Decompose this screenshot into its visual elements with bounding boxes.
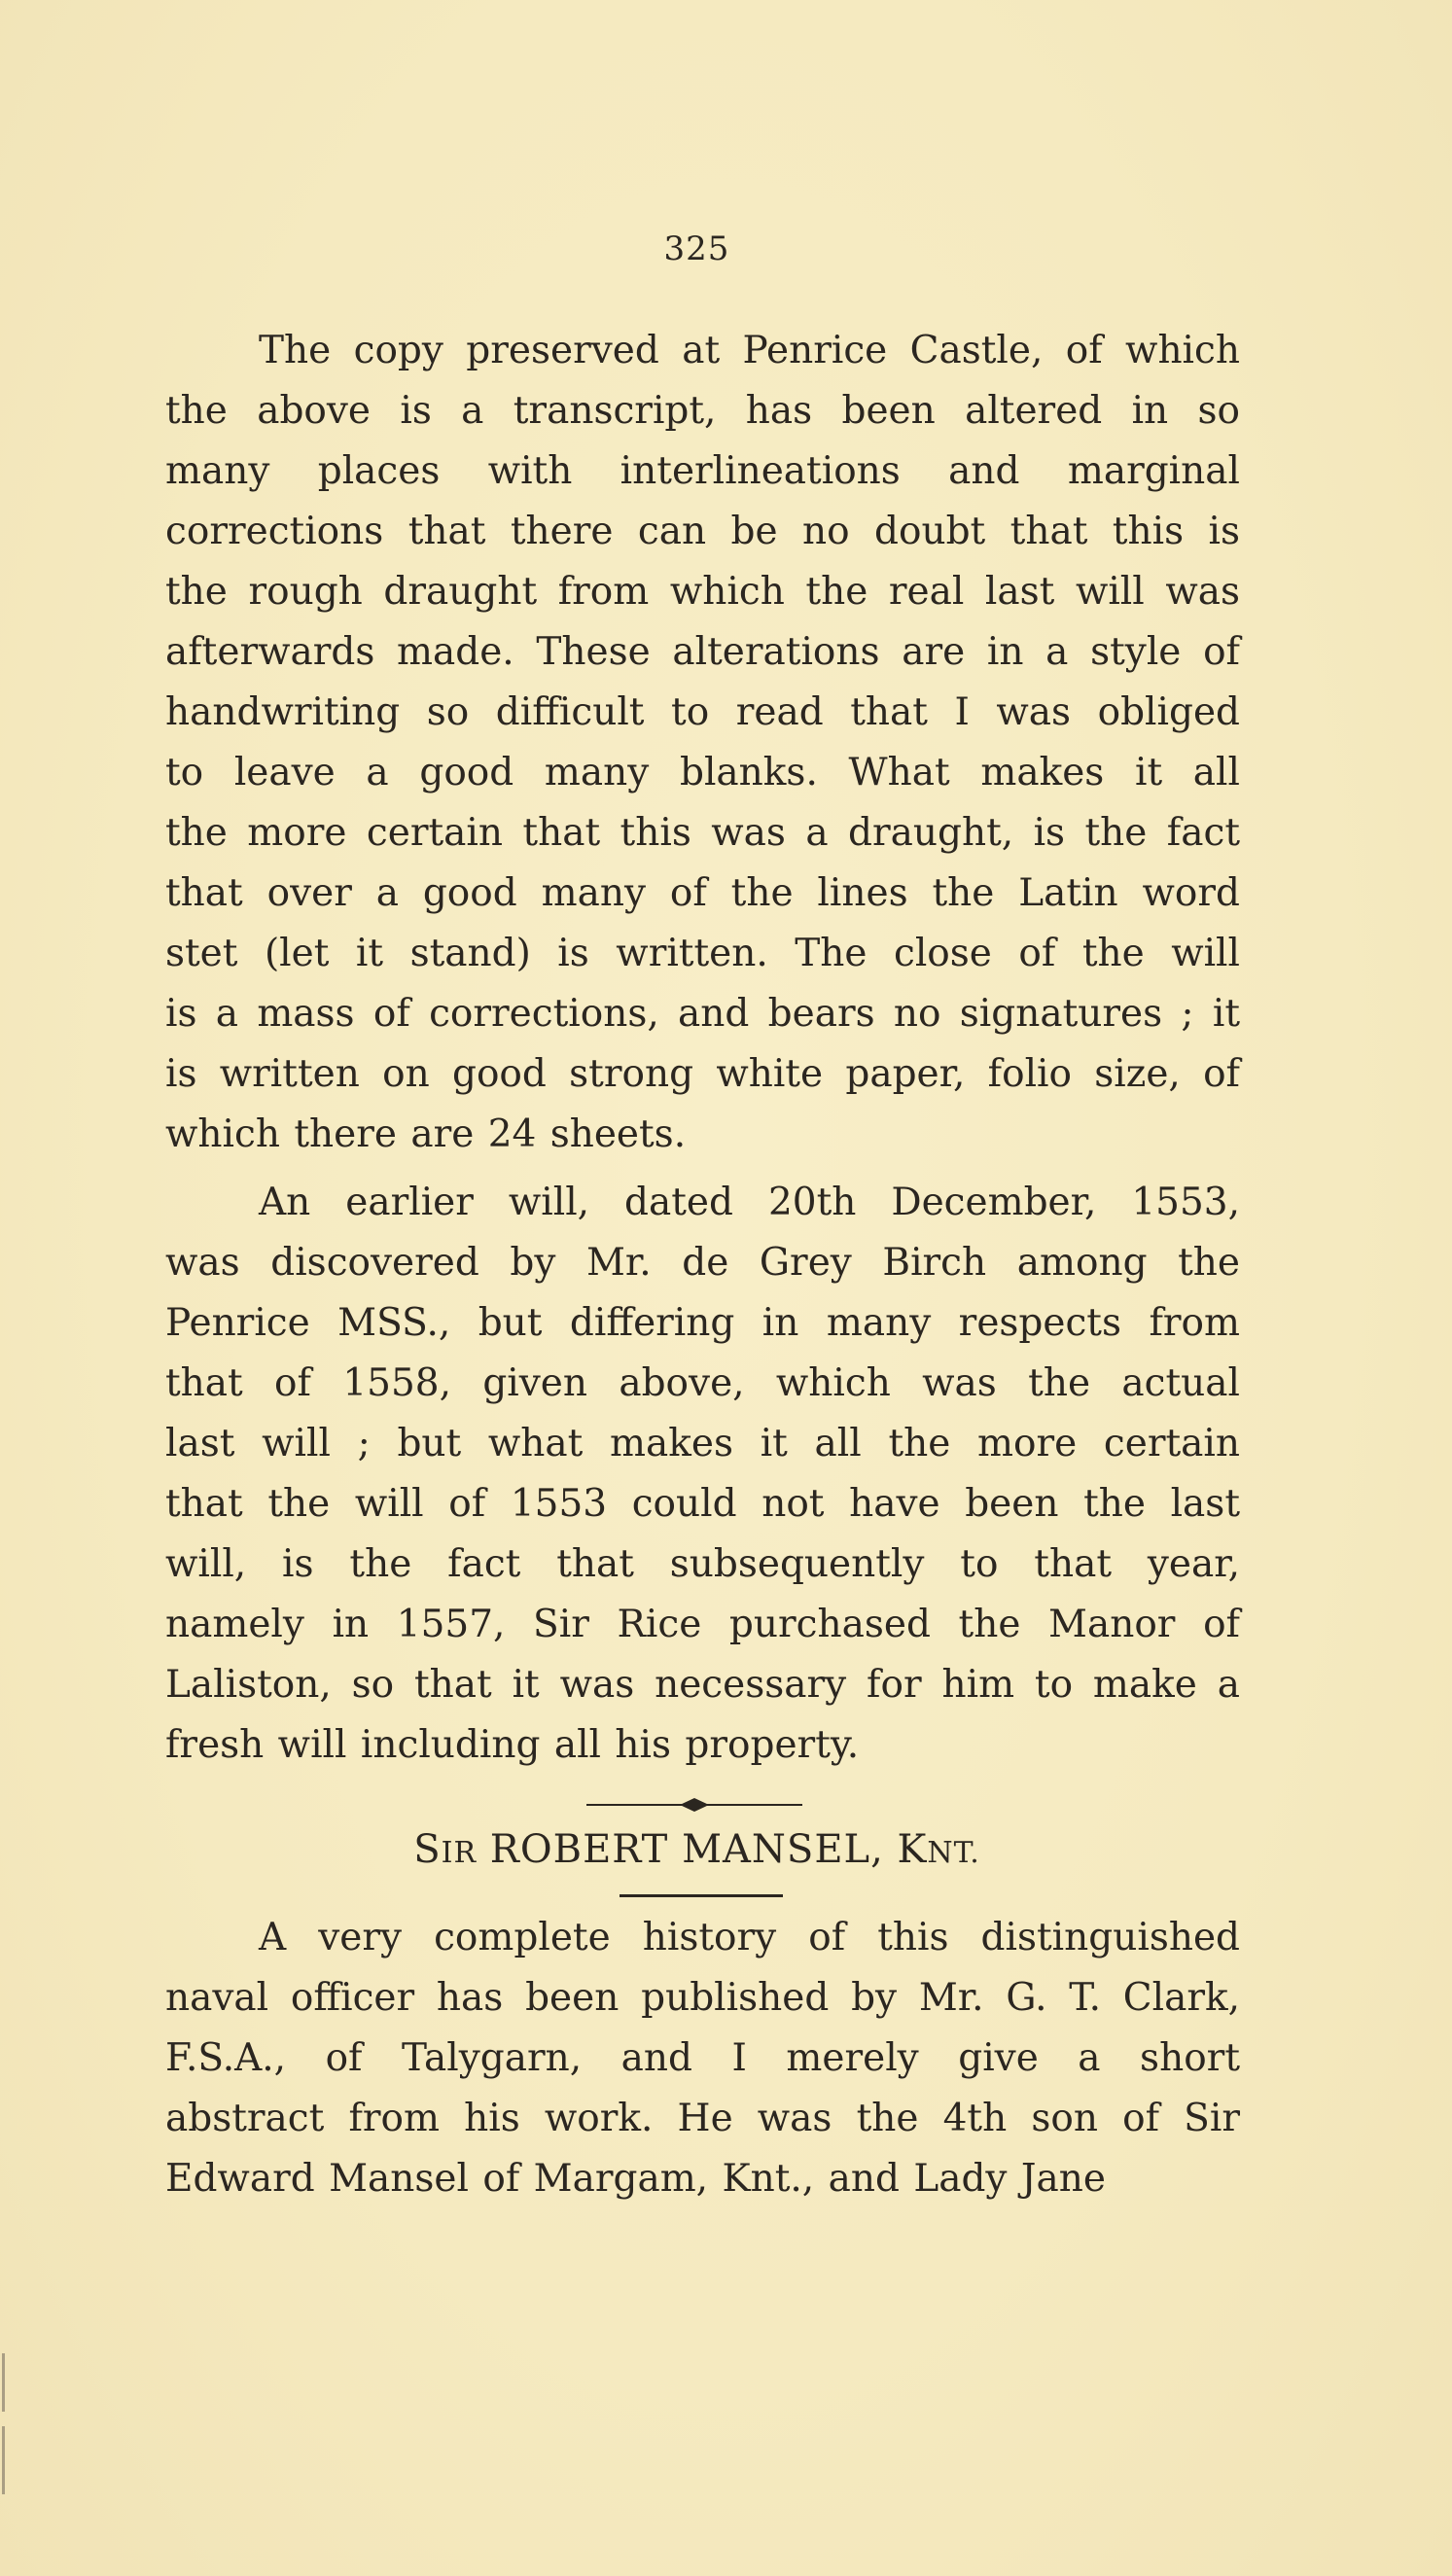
- text-line: The copy preserved at Penrice Castle, of which: [259, 329, 1240, 372]
- paragraph-mansel-history: [165, 1908, 1240, 2209]
- text-line: the above is a transcript, has been altered in so: [165, 389, 1240, 433]
- text-line: the more certain that this was a draught, is the fact: [165, 811, 1240, 855]
- text-line: Penrice MSS., but differing in many respects from: [165, 1301, 1240, 1345]
- binding-mark: [2, 2353, 5, 2412]
- text-line: An earlier will, dated 20th December, 1553,: [259, 1181, 1240, 1224]
- text-line: which there are 24 sheets.: [165, 1112, 687, 1156]
- text-line: will, is the fact that subsequently to that year,: [165, 1542, 1240, 1586]
- heading-underline: [620, 1894, 783, 1897]
- binding-mark: [2, 2426, 5, 2494]
- text-line: namely in 1557, Sir Rice purchased the Manor of: [165, 1603, 1240, 1646]
- text-line: A very complete history of this distinguished: [259, 1916, 1240, 1959]
- section-heading: [0, 1820, 1394, 1883]
- heading-prefix-initial: S: [413, 1827, 442, 1872]
- text-line: is written on good strong white paper, folio size, of: [165, 1052, 1240, 1096]
- text-line: Edward Mansel of Margam, Knt., and Lady Jane: [165, 2157, 1106, 2201]
- heading-suffix-rest: NT.: [927, 1836, 980, 1870]
- text-line: fresh will including all his property.: [165, 1723, 860, 1767]
- heading-name: ROBERT MANSEL,: [489, 1827, 884, 1872]
- text-line: stet (let it stand) is written. The close of the will: [165, 932, 1240, 975]
- text-line: that the will of 1553 could not have been the last: [165, 1482, 1240, 1526]
- text-line: corrections that there can be no doubt that this is: [165, 510, 1240, 553]
- text-line: to leave a good many blanks. What makes it all: [165, 751, 1240, 794]
- text-line: naval officer has been published by Mr. G. T. Clark,: [165, 1976, 1240, 2020]
- text-line: was discovered by Mr. de Grey Birch among the: [165, 1241, 1240, 1285]
- text-line: afterwards made. These alterations are in a style of: [165, 630, 1240, 674]
- section-ornament: [586, 1795, 802, 1815]
- text-line: is a mass of corrections, and bears no signatures ; it: [165, 992, 1240, 1036]
- text-line: that over a good many of the lines the Latin word: [165, 871, 1240, 915]
- text-line: many places with interlineations and marginal: [165, 449, 1240, 493]
- text-line: handwriting so difficult to read that I was obliged: [165, 690, 1240, 734]
- heading-suffix-initial: K: [897, 1827, 928, 1872]
- paragraph-earlier-will: [165, 1173, 1240, 1776]
- text-line: F.S.A., of Talygarn, and I merely give a short: [165, 2036, 1240, 2080]
- text-line: Laliston, so that it was necessary for him to make a: [165, 1663, 1240, 1707]
- text-line: that of 1558, given above, which was the actual: [165, 1361, 1240, 1405]
- heading-prefix-rest: IR: [441, 1836, 478, 1870]
- text-line: last will ; but what makes it all the more certain: [165, 1422, 1240, 1465]
- text-line: the rough draught from which the real last will was: [165, 570, 1240, 614]
- text-line: abstract from his work. He was the 4th son of Sir: [165, 2097, 1240, 2140]
- paragraph-penrice-copy: [165, 321, 1240, 1165]
- page-number: 325: [663, 229, 730, 268]
